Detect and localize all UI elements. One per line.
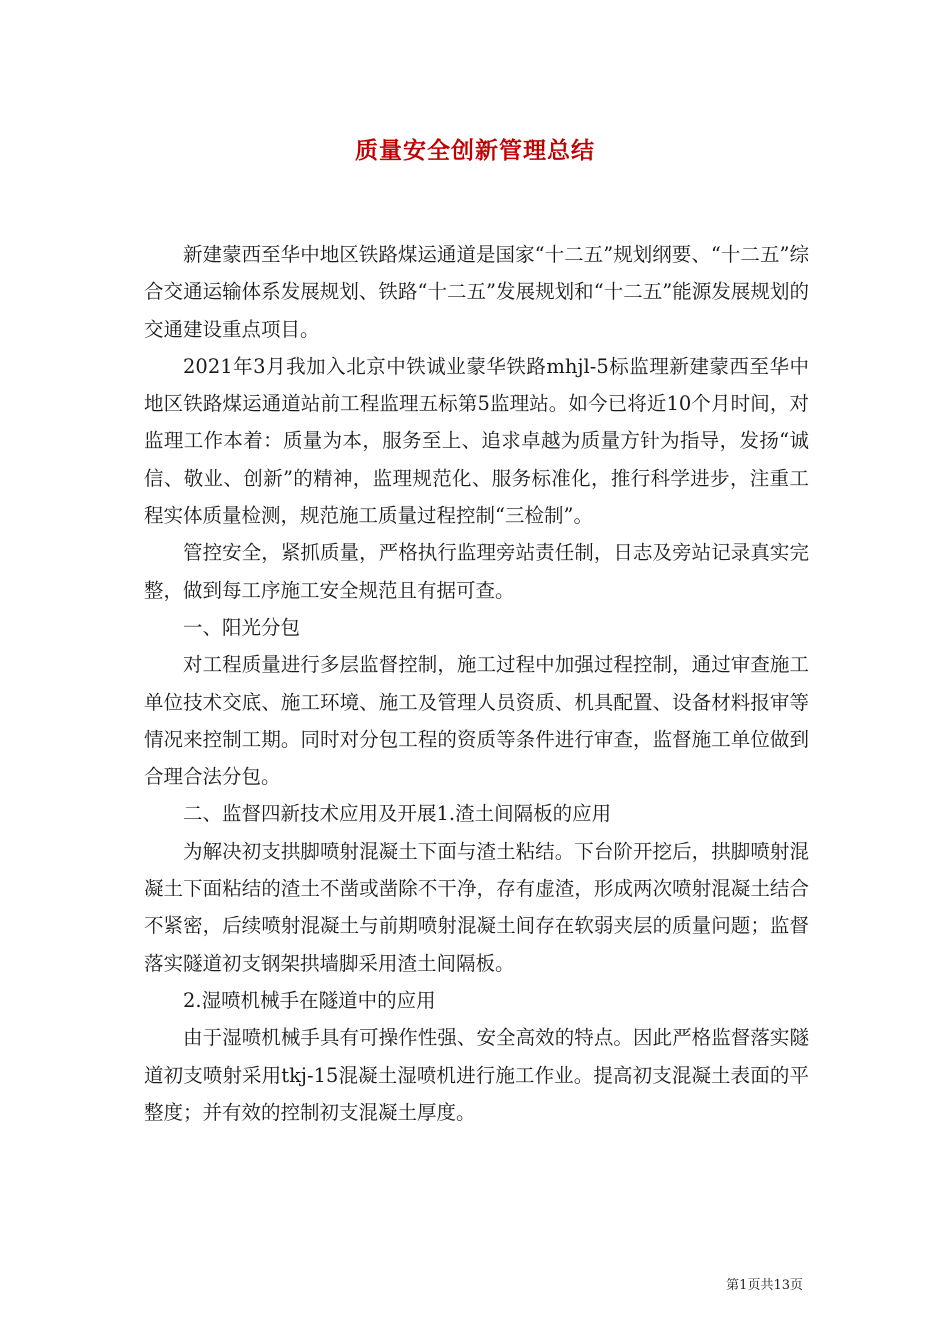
paragraph: 新建蒙西至华中地区铁路煤运通道是国家“十二五”规划纲要、“十二五”综合交通运输体系发展规划、铁路“十二五”发展规划和“十二五”能源发展规划的交通建设重点项目。 [144,243,809,341]
paragraph: 为解决初支拱脚喷射混凝土下面与渣土粘结。下台阶开挖后，拱脚喷射混凝土下面粘结的渣土不凿或凿除不干净，存有虚渣，形成两次喷射混凝土结合不紧密，后续喷射混凝土与前期喷射混凝土间存在软弱夹层的质量问题；监督落实隧道初支钢架拱墙脚采用渣土间隔板。 [144,839,809,975]
section-heading: 一、阳光分包 [183,615,301,639]
paragraph: 管控安全，紧抓质量，严格执行监理旁站责任制，日志及旁站记录真实完整，做到每工序施工安全规范且有据可查。 [144,541,809,602]
paragraph: 2021年3月我加入北京中铁诚业蒙华铁路mhjl-5标监理新建蒙西至华中地区铁路煤运通道站前工程监理五标第5监理站。如今已将近10个月时间，对监理工作本着：质量为本，服务至上、追求卓越为质量方针为指导，发扬“诚信、敬业、创新”的精神，监理规范化、服务标准化，推行科学进步，注重工程实体质量检测，规范施工质量过程控制“三检制”。 [144,354,809,528]
document-title: 质量安全创新管理总结 [355,137,595,164]
page-number: 第1页共13页 [726,1278,803,1293]
document-body [144,236,809,1131]
paragraph: 由于湿喷机械手具有可操作性强、安全高效的特点。因此严格监督落实隧道初支喷射采用tkj-15混凝土湿喷机进行施工作业。提高初支混凝土表面的平整度；并有效的控制初支混凝土厚度。 [144,1026,809,1124]
section-heading: 二、监督四新技术应用及开展1.渣土间隔板的应用 [183,802,612,826]
section-heading: 2.湿喷机械手在隧道中的应用 [183,988,436,1012]
paragraph: 对工程质量进行多层监督控制，施工过程中加强过程控制，通过审查施工单位技术交底、施工环境、施工及管理人员资质、机具配置、设备材料报审等情况来控制工期。同时对分包工程的资质等条件进行审查，监督施工单位做到合理合法分包。 [144,653,809,789]
